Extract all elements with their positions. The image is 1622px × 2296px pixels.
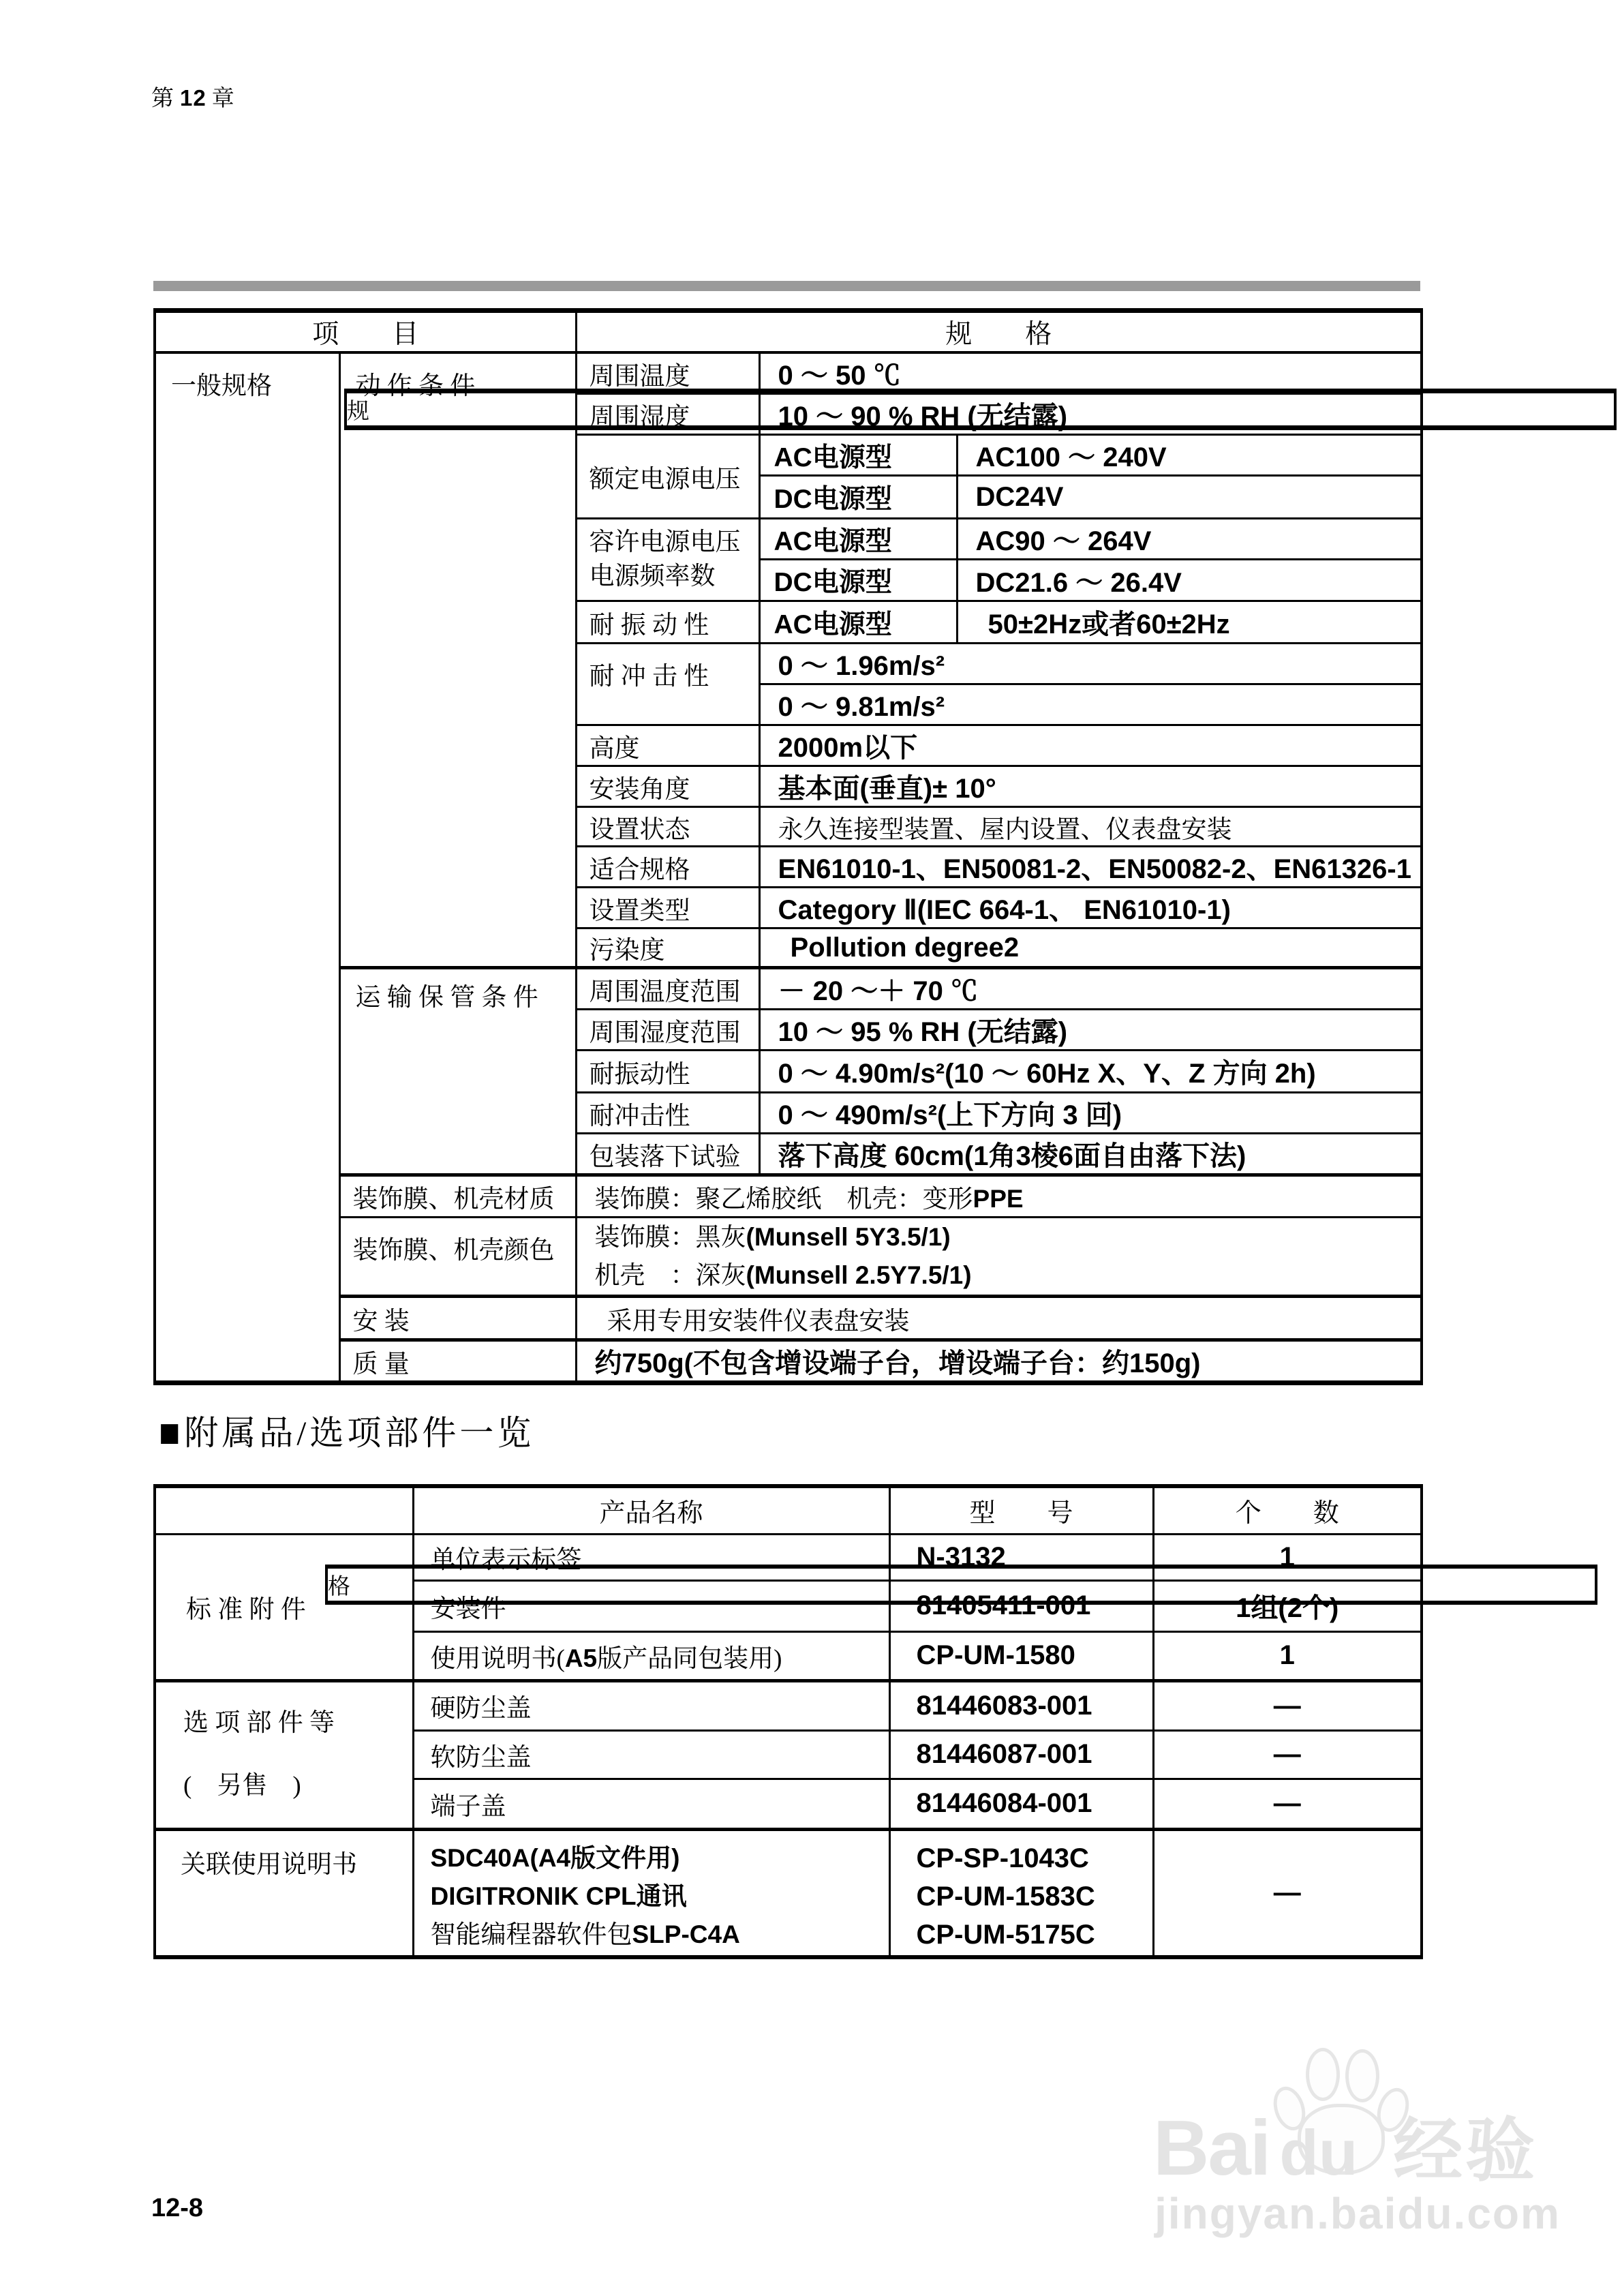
related-model-2: CP-UM-1583C: [916, 1881, 1095, 1912]
spec-value-pollution: Pollution degree2: [759, 928, 1422, 968]
spec-group-transport: 运 输 保 管 条 件: [339, 968, 576, 1175]
spec-header-spec: 规 格: [576, 311, 1422, 353]
chapter-title-char-2: 格: [325, 1565, 1597, 1605]
accessory-name-hard-cover: 硬防尘盖: [413, 1680, 889, 1730]
accessory-qty-mounting: 1组(2个): [1153, 1580, 1422, 1631]
spec-value-allow-dc: DC21.6 ～ 26.4V: [957, 560, 1422, 601]
spec-value-rated-dc: DC24V: [957, 476, 1422, 519]
spec-header-item: 项 目: [155, 311, 576, 353]
accessory-qty-hard-cover: —: [1153, 1680, 1422, 1730]
spec-label-drop-test: 包装落下试验: [576, 1134, 759, 1175]
accessory-qty-terminal-cover: —: [1153, 1779, 1422, 1829]
accessory-model-related: [889, 1829, 1153, 1957]
spec-group-operating: 动 作 条 件: [339, 352, 576, 968]
accessory-name-soft-cover: 软防尘盖: [413, 1730, 889, 1779]
chapter-prefix: 第: [151, 87, 174, 111]
accessory-model-hard-cover: 81446083-001: [889, 1680, 1153, 1730]
accessory-name-manual: [413, 1631, 889, 1680]
spec-value-ambient-temp: 0 ～ 50 ℃: [759, 352, 1422, 394]
spec-label-altitude: 高度: [576, 725, 759, 766]
paw-toe-icon: [1345, 2049, 1379, 2102]
baidu-jingyan-watermark: [1153, 2038, 1562, 2243]
accessory-name-unit-label: 单位表示标签: [413, 1534, 889, 1580]
spec-value-standards: EN61010-1、EN50081-2、EN50082-2、EN61326-1: [759, 847, 1422, 888]
spec-label-color: 装饰膜、机壳颜色: [339, 1218, 576, 1297]
accessory-model-soft-cover: 81446087-001: [889, 1730, 1153, 1779]
color-line2-bold: (Munsell 2.5Y7.5/1): [746, 1261, 972, 1289]
spec-label-storage-humidity: 周围湿度范围: [576, 1010, 759, 1051]
accessories-group-related-manuals: 关联使用说明书: [155, 1829, 413, 1957]
spec-label-allowable-voltage-line1: 容许电源电压: [589, 528, 741, 556]
spec-label-material: 装饰膜、机壳材质: [339, 1175, 576, 1218]
spec-label-mass: 质 量: [339, 1340, 576, 1383]
spec-label-vibration: 耐 振 动 性: [576, 601, 759, 644]
accessory-qty-related: —: [1153, 1829, 1422, 1957]
accessories-section-title: [159, 1406, 534, 1455]
accessories-title-text: 附属品/选项部件一览: [184, 1414, 535, 1452]
spec-value-storage-vibration: 0 ～ 4.90m/s²(10 ～ 60Hz X、Y、Z 方向 2h): [759, 1051, 1422, 1093]
watermark-brand-jingyan: 经验: [1393, 2112, 1538, 2190]
spec-label-pollution: 污染度: [576, 928, 759, 968]
accessories-group-optional: [155, 1680, 413, 1829]
related-model-1: CP-SP-1043C: [916, 1843, 1089, 1873]
spec-label-shock: 耐 冲 击 性: [576, 644, 759, 725]
accessory-name-related: [413, 1829, 889, 1957]
spec-sublabel-allow-dc: DC电源型: [759, 560, 957, 601]
optional-group-line2: ( 另售 ): [183, 1772, 301, 1800]
chapter-number: 12: [180, 85, 206, 110]
spec-value-shock-2: 0 ～ 9.81m/s²: [759, 684, 1422, 725]
accessories-header-qty: 个 数: [1153, 1486, 1422, 1534]
material-value-bold: PPE: [973, 1185, 1024, 1213]
related-name-3-normal: 智能编程器软件包: [430, 1920, 632, 1949]
optional-group-line1: 选 项 部 件 等: [183, 1709, 335, 1737]
watermark-brand-bai: Bai: [1153, 2105, 1270, 2192]
accessory-qty-unit-label: 1: [1153, 1534, 1422, 1580]
spec-label-rated-voltage: 额定电源电压: [576, 435, 759, 519]
spec-value-vibration: 50±2Hz或者60±2Hz: [957, 601, 1422, 644]
page-number: 12-8: [151, 2194, 204, 2222]
paw-toe-icon: [1306, 2048, 1340, 2101]
spec-value-mass: 约750g(不包含增设端子台，增设端子台：约150g): [576, 1340, 1422, 1383]
spec-value-rated-ac: AC100 ～ 240V: [957, 435, 1422, 476]
watermark-url: jingyan.baidu.com: [1154, 2189, 1561, 2238]
accessories-header-name: 产品名称: [413, 1486, 889, 1534]
spec-value-allow-ac: AC90 ～ 264V: [957, 519, 1422, 560]
related-name-2: DIGITRONIK CPL通讯: [430, 1882, 687, 1910]
accessories-header-model: 型 号: [889, 1486, 1153, 1534]
manual-name-part3: 版产品同包装用): [597, 1644, 782, 1673]
color-line-1: [595, 1218, 1417, 1256]
spec-sublabel-vibration-ac: AC电源型: [759, 601, 957, 644]
spec-table: [153, 308, 1423, 1385]
accessory-model-mounting: 81405411-001: [889, 1580, 1153, 1631]
chapter-suffix: 章: [211, 87, 235, 111]
manual-name-part2: A5: [564, 1644, 598, 1672]
spec-value-ambient-humidity: 10 ～ 90 % RH (无结露): [759, 394, 1422, 435]
color-line1-normal: 装饰膜：黑灰: [594, 1224, 746, 1252]
spec-value-color: [576, 1218, 1422, 1297]
spec-value-install-state: 永久连接型装置、屋内设置、仪表盘安装: [759, 807, 1422, 847]
color-line1-bold: (Munsell 5Y3.5/1): [746, 1223, 951, 1251]
accessory-model-manual: CP-UM-1580: [889, 1631, 1153, 1680]
spec-value-storage-humidity: 10 ～ 95 % RH (无结露): [759, 1010, 1422, 1051]
spec-value-altitude: 2000m以下: [759, 725, 1422, 766]
material-value-normal: 装饰膜：聚乙烯胶纸 机壳：变形: [594, 1185, 973, 1213]
related-name-3-bold: SLP-C4A: [632, 1920, 740, 1948]
accessory-qty-soft-cover: —: [1153, 1730, 1422, 1779]
spec-label-category: 设置类型: [576, 888, 759, 928]
spec-value-mount-angle: 基本面(垂直)± 10°: [759, 766, 1422, 807]
section-marker-icon: ■: [159, 1410, 181, 1456]
spec-label-storage-shock: 耐冲击性: [576, 1093, 759, 1134]
spec-label-allowable-voltage-line2: 电源频率数: [589, 562, 716, 590]
spec-sublabel-rated-dc: DC电源型: [759, 476, 957, 519]
section-divider-bar: [153, 281, 1420, 291]
watermark-brand: [1153, 2096, 1537, 2195]
related-name-1: SDC40A(A4版文件用): [430, 1843, 680, 1872]
color-line2-normal: 机壳 ：深灰: [594, 1262, 746, 1290]
accessory-model-terminal-cover: 81446084-001: [889, 1779, 1153, 1829]
spec-value-category: Category Ⅱ(IEC 664-1、 EN61010-1): [759, 888, 1422, 928]
manual-name-part1: 使用说明书(: [430, 1644, 565, 1673]
spec-label-mounting: 安 装: [339, 1297, 576, 1340]
spec-label-ambient-humidity: 周围湿度: [576, 394, 759, 435]
spec-sublabel-allow-ac: AC电源型: [759, 519, 957, 560]
spec-value-drop-test: 落下高度 60cm(1角3棱6面自由落下法): [759, 1134, 1422, 1175]
related-model-3: CP-UM-5175C: [916, 1919, 1095, 1950]
chapter-title-char-1: 规: [344, 389, 1617, 430]
spec-value-storage-shock: 0 ～ 490m/s²(上下方向 3 回): [759, 1093, 1422, 1134]
spec-value-storage-temp: － 20 ～＋ 70 ℃: [759, 968, 1422, 1010]
spec-label-storage-temp: 周围温度范围: [576, 968, 759, 1010]
accessories-group-standard: 标 准 附 件: [155, 1534, 413, 1680]
spec-label-allowable-voltage: [576, 519, 759, 601]
accessory-qty-manual: 1: [1153, 1631, 1422, 1680]
spec-sublabel-rated-ac: AC电源型: [759, 435, 957, 476]
spec-value-material: [576, 1175, 1422, 1218]
color-line-2: [595, 1256, 1417, 1295]
accessory-name-mounting: 安装件: [413, 1580, 889, 1631]
spec-value-mounting: 采用专用安装件仪表盘安装: [576, 1297, 1422, 1340]
spec-label-ambient-temp: 周围温度: [576, 352, 759, 394]
spec-label-install-state: 设置状态: [576, 807, 759, 847]
watermark-brand-du: du: [1279, 2117, 1358, 2188]
accessories-header-empty: [155, 1486, 413, 1534]
spec-group-general: 一般规格: [155, 352, 339, 1383]
spec-value-shock-1: 0 ～ 1.96m/s²: [759, 644, 1422, 684]
accessory-name-terminal-cover: 端子盖: [413, 1779, 889, 1829]
accessories-table: [153, 1484, 1423, 1959]
spec-label-mount-angle: 安装角度: [576, 766, 759, 807]
related-name-3: [431, 1916, 888, 1954]
spec-label-storage-vibration: 耐振动性: [576, 1051, 759, 1093]
spec-label-standards: 适合规格: [576, 847, 759, 888]
accessory-model-unit-label: N-3132: [889, 1534, 1153, 1580]
